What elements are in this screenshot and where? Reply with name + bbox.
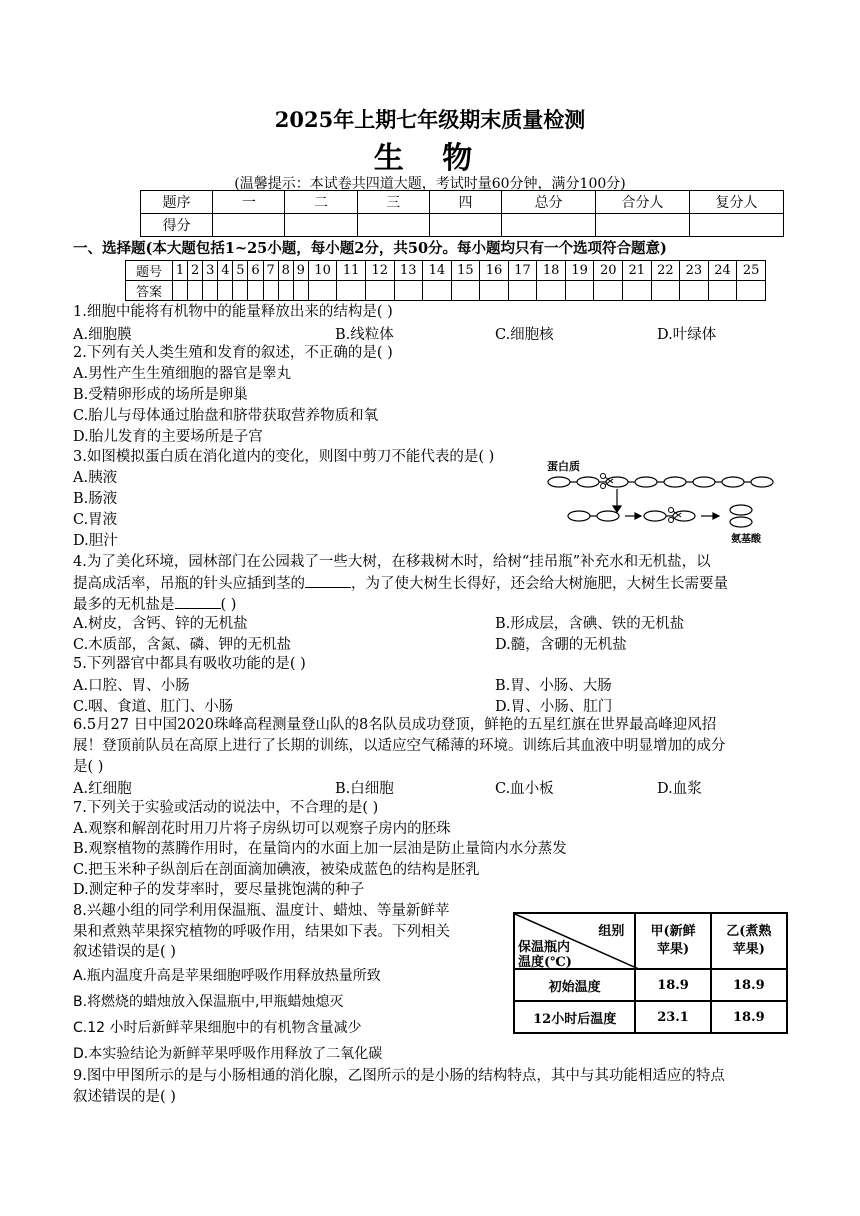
answer-grid-cell[interactable] [188, 281, 203, 301]
protein-chain-svg [545, 456, 790, 544]
answer-grid-number: 22 [651, 261, 680, 281]
answer-grid-cell[interactable] [480, 281, 509, 301]
answer-grid-cell[interactable] [394, 281, 423, 301]
q6-option-b[interactable]: B.白细胞 [335, 781, 394, 797]
q3-option-a[interactable]: A.胰液 [73, 470, 118, 486]
header-group: 组别 [598, 924, 625, 939]
q4-stem-part: ( ) [220, 597, 237, 613]
answer-grid-number: 17 [508, 261, 537, 281]
score-header-cell: 题序 [141, 191, 213, 214]
q7-option-a[interactable]: A.观察和解剖花时用刀片将子房纵切可以观察子房内的胚珠 [73, 821, 451, 837]
q3-option-d[interactable]: D.胆汁 [73, 533, 118, 549]
answer-grid-number: 5 [233, 261, 248, 281]
q2-option-c[interactable]: C.胎儿与母体通过胎盘和脐带获取营养物质和氧 [73, 408, 379, 424]
q4-option-a[interactable]: A.树皮，含钙、锌的无机盐 [73, 616, 248, 632]
score-cell[interactable] [285, 214, 357, 237]
col-fresh-apple-line1: 甲(新鲜 [650, 924, 696, 939]
score-header-cell: 合分人 [596, 191, 690, 214]
answer-grid-cell[interactable] [308, 281, 337, 301]
answer-grid-cell[interactable] [423, 281, 452, 301]
exam-title: 2025年上期七年级期末质量检测 [274, 107, 586, 132]
protein-digestion-figure [545, 456, 790, 544]
score-row-label: 得分 [141, 214, 213, 237]
answer-grid-cell[interactable] [565, 281, 594, 301]
q7-stem: 7.下列关于实验或活动的说法中，不合理的是( ) [73, 800, 379, 816]
answer-grid-cell[interactable] [651, 281, 680, 301]
answer-grid-label: 题号 [126, 261, 173, 281]
header-temp-1: 保温瓶内 [518, 940, 571, 955]
score-cell[interactable] [689, 214, 783, 237]
answer-grid-number: 1 [173, 261, 188, 281]
q6-option-c[interactable]: C.血小板 [495, 781, 554, 797]
q4-blank-2 [175, 594, 221, 609]
fig-label-protein: 蛋白质 [547, 460, 580, 473]
q8-stem-line2: 果和煮熟苹果探究植物的呼吸作用，结果如下表。下列相关 [73, 924, 450, 940]
answer-grid-number: 6 [248, 261, 263, 281]
q2-stem: 2.下列有关人类生殖和发育的叙述，不正确的是( ) [73, 345, 393, 361]
answer-grid-cell[interactable] [680, 281, 709, 301]
answer-grid-cell[interactable] [708, 281, 737, 301]
q6-stem-line2: 展！登顶前队员在高原上进行了长期的训练，以适应空气稀薄的环境。训练后其血液中明显增加的成分 [73, 738, 726, 754]
col-cooked-apple-line1: 乙(煮熟 [726, 924, 772, 939]
q7-option-d[interactable]: D.测定种子的发芽率时，要尽量挑饱满的种子 [73, 882, 365, 898]
score-header-cell: 复分人 [689, 191, 783, 214]
q1-option-c[interactable]: C.细胞核 [495, 327, 554, 343]
cell-value: 18.9 [711, 969, 787, 1001]
score-cell[interactable] [429, 214, 501, 237]
answer-grid-number: 4 [218, 261, 233, 281]
answer-grid-cell[interactable] [233, 281, 248, 301]
answer-grid-cell[interactable] [365, 281, 394, 301]
answer-grid-number: 7 [263, 261, 278, 281]
answer-grid-number: 24 [708, 261, 737, 281]
answer-grid-number: 9 [293, 261, 308, 281]
q4-stem-part: 提高成活率，吊瓶的针头应插到茎的 [73, 576, 305, 592]
score-header-cell: 二 [285, 191, 357, 214]
q4-stem-line1: 4.为了美化环境，园林部门在公园栽了一些大树，在移栽树木时，给树“挂吊瓶”补充水和无机盐，以 [73, 554, 711, 570]
q5-option-c[interactable]: C.咽、食道、肛门、小肠 [73, 699, 234, 715]
col-fresh-apple-line2: 苹果) [656, 942, 690, 957]
q7-option-b[interactable]: B.观察植物的蒸腾作用时，在量筒内的水面上加一层油是防止量筒内水分蒸发 [73, 841, 567, 857]
answer-grid-number: 16 [480, 261, 509, 281]
answer-grid-number: 25 [737, 261, 766, 281]
cell-value: 18.9 [635, 969, 710, 1001]
score-table [140, 190, 784, 237]
answer-grid-cell[interactable] [537, 281, 566, 301]
answer-grid-cell[interactable] [173, 281, 188, 301]
col-cooked-apple [711, 913, 787, 969]
score-header-cell: 总分 [502, 191, 596, 214]
answer-grid-number: 13 [394, 261, 423, 281]
answer-grid-number: 11 [337, 261, 366, 281]
q3-option-c[interactable]: C.胃液 [73, 512, 118, 528]
q8-option-d[interactable]: D.本实验结论为新鲜苹果呼吸作用释放了二氧化碳 [73, 1046, 383, 1062]
answer-grid-number: 15 [451, 261, 480, 281]
q8-option-a[interactable]: A.瓶内温度升高是苹果细胞呼吸作用释放热量所致 [73, 968, 381, 984]
q6-option-a[interactable]: A.红细胞 [73, 781, 132, 797]
answer-grid-cell[interactable] [203, 281, 218, 301]
answer-grid-number: 21 [623, 261, 652, 281]
q9-stem-line2: 叙述错误的是( ) [73, 1089, 176, 1105]
answer-grid-number: 20 [594, 261, 623, 281]
q5-option-a[interactable]: A.口腔、胃、小肠 [73, 678, 190, 694]
table-corner-header [514, 913, 635, 969]
answer-grid-number: 3 [203, 261, 218, 281]
score-header-cell: 一 [213, 191, 285, 214]
answer-grid-cell[interactable] [278, 281, 293, 301]
answer-grid-cell[interactable] [263, 281, 278, 301]
cell-value: 18.9 [711, 1001, 787, 1033]
answer-grid-cell[interactable] [737, 281, 766, 301]
answer-grid-number: 19 [565, 261, 594, 281]
answer-grid-cell[interactable] [218, 281, 233, 301]
answer-grid-cell[interactable] [337, 281, 366, 301]
row-12h-temp: 12小时后温度 [514, 1001, 635, 1033]
q3-option-b[interactable]: B.肠液 [73, 491, 118, 507]
section-heading: 一、选择题(本大题包括1~25小题，每小题2分，共50分。每小题均只有一个选项符合题意) [73, 240, 667, 257]
q4-stem-part: ，为了使大树生长得好，还会给大树施肥，大树生长需要量 [351, 576, 728, 592]
q4-option-c[interactable]: C.木质部，含氮、磷、钾的无机盐 [73, 637, 292, 653]
answer-grid-label: 答案 [126, 281, 173, 301]
exam-hint: (温馨提示：本试卷共四道大题，考试时量60分钟，满分100分) [234, 176, 626, 192]
q2-option-d[interactable]: D.胎儿发育的主要场所是子宫 [73, 429, 263, 445]
score-header-cell: 三 [357, 191, 429, 214]
q4-option-d[interactable]: D.髓，含硼的无机盐 [495, 637, 627, 653]
respiration-experiment-table [513, 912, 788, 1034]
answer-grid-number: 10 [308, 261, 337, 281]
q5-stem: 5.下列器官中都具有吸收功能的是( ) [73, 656, 306, 672]
q8-stem-line1: 8.兴趣小组的同学利用保温瓶、温度计、蜡烛、等量新鲜苹 [73, 903, 450, 919]
q5-option-d[interactable]: D.胃、小肠、肛门 [495, 699, 613, 715]
q5-option-b[interactable]: B.胃、小肠、大肠 [495, 678, 612, 694]
q8-stem-line3: 叙述错误的是( ) [73, 944, 176, 960]
header-temp-2: 温度(℃) [518, 955, 572, 970]
q6-option-d[interactable]: D.血浆 [657, 781, 702, 797]
q6-stem-line1: 6.5月27 日中国2020珠峰高程测量登山队的8名队员成功登顶，鲜艳的五星红旗在世界最高峰迎风招 [73, 717, 717, 733]
answer-grid [125, 260, 766, 301]
fig-label-amino-acid: 氨基酸 [731, 534, 761, 545]
answer-grid-number: 8 [278, 261, 293, 281]
q4-stem-line2 [73, 573, 728, 594]
q8-option-b[interactable]: B.将燃烧的蜡烛放入保温瓶中,甲瓶蜡烛熄灭 [73, 994, 344, 1010]
answer-grid-number: 2 [188, 261, 203, 281]
score-cell[interactable] [502, 214, 596, 237]
q2-option-a[interactable]: A.男性产生生殖细胞的器官是睾丸 [73, 366, 292, 382]
col-cooked-apple-line2: 苹果) [732, 942, 765, 957]
q4-stem-part: 最多的无机盐是 [73, 597, 175, 613]
q6-stem-line3: 是( ) [73, 759, 104, 775]
answer-grid-number: 12 [365, 261, 394, 281]
col-fresh-apple [635, 913, 710, 969]
q9-stem-line1: 9.图中甲图所示的是与小肠相通的消化腺，乙图所示的是小肠的结构特点，其中与其功能相适应的特点 [73, 1068, 725, 1084]
q2-option-b[interactable]: B.受精卵形成的场所是卵巢 [73, 387, 248, 403]
q4-option-b[interactable]: B.形成层，含碘、铁的无机盐 [495, 616, 685, 632]
q1-option-b[interactable]: B.线粒体 [335, 327, 394, 343]
q4-blank-1 [305, 573, 351, 588]
q1-stem: 1.细胞中能将有机物中的能量释放出来的结构是( ) [73, 304, 393, 320]
answer-grid-cell[interactable] [248, 281, 263, 301]
q7-option-c[interactable]: C.把玉米种子纵剖后在剖面滴加碘液，被染成蓝色的结构是胚乳 [73, 862, 480, 878]
score-cell[interactable] [213, 214, 285, 237]
score-cell[interactable] [596, 214, 690, 237]
cell-value: 23.1 [635, 1001, 710, 1033]
score-header-cell: 四 [429, 191, 501, 214]
answer-grid-cell[interactable] [293, 281, 308, 301]
q1-option-a[interactable]: A.细胞膜 [73, 327, 132, 343]
answer-grid-number: 14 [423, 261, 452, 281]
subject-title: 生 物 [373, 141, 487, 176]
q3-stem: 3.如图模拟蛋白质在消化道内的变化，则图中剪刀不能代表的是( ) [73, 449, 495, 465]
answer-grid-cell[interactable] [451, 281, 480, 301]
q8-option-c[interactable]: C.12 小时后新鲜苹果细胞中的有机物含量减少 [73, 1020, 362, 1036]
answer-grid-number: 23 [680, 261, 709, 281]
answer-grid-cell[interactable] [594, 281, 623, 301]
answer-grid-number: 18 [537, 261, 566, 281]
answer-grid-cell[interactable] [508, 281, 537, 301]
row-initial-temp: 初始温度 [514, 969, 635, 1001]
answer-grid-cell[interactable] [623, 281, 652, 301]
q1-option-d[interactable]: D.叶绿体 [657, 327, 717, 343]
score-cell[interactable] [357, 214, 429, 237]
